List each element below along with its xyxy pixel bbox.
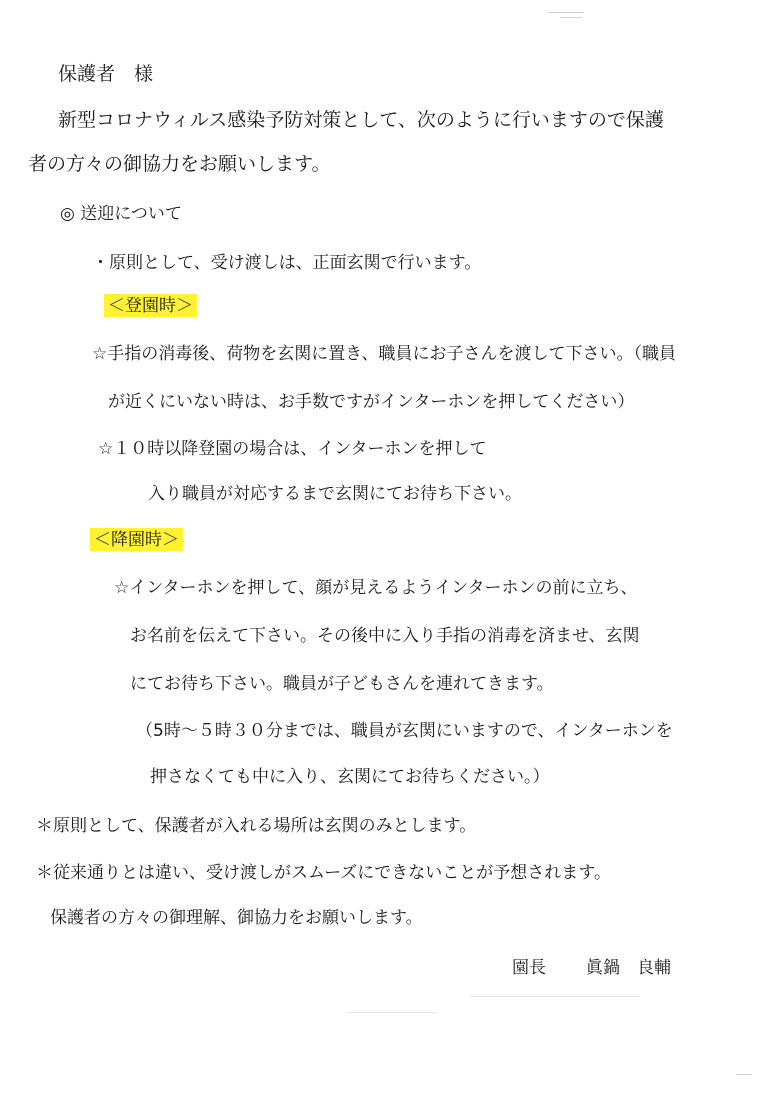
arrival-item1-line1: ☆手指の消毒後、荷物を玄関に置き、職員にお子さんを渡して下さい。（職員 — [92, 344, 677, 364]
arrival-item2-line2: 入り職員が対応するまで玄関にてお待ち下さい。 — [148, 484, 522, 504]
principle-bullet: ・原則として、受け渡しは、正面玄関で行います。 — [92, 253, 482, 273]
notice-2-line1: ＊従来通りとは違い、受け渡しがスムーズにできないことが予想されます。 — [36, 863, 611, 883]
scan-speck — [560, 17, 582, 18]
arrival-item2-line1: ☆１０時以降登園の場合は、インターホンを押して — [98, 439, 487, 459]
departure-note-line2: 押さなくても中に入り、玄関にてお待ちください。） — [150, 767, 550, 787]
departure-label-highlight: ＜降園時＞ — [90, 528, 183, 551]
addressee: 保護者 様 — [58, 63, 154, 85]
departure-item1-line3: にてお待ち下さい。職員が子どもさんを連れてきます。 — [130, 674, 554, 694]
scan-speck — [470, 996, 640, 997]
departure-item1-line1: ☆インターホンを押して、顔が見えるようインターホンの前に立ち、 — [114, 578, 638, 598]
notice-2-line2: 保護者の方々の御理解、御協力をお願いします。 — [50, 908, 423, 928]
departure-label — [90, 528, 183, 552]
section-heading: ◎ 送迎について — [60, 204, 182, 224]
arrival-label — [104, 294, 197, 318]
scan-speck — [736, 1074, 752, 1075]
intro-line-2: 者の方々の御協力をお願いします。 — [28, 153, 331, 175]
signature-name: 眞鍋 良輔 — [586, 958, 671, 978]
arrival-item1-line2: が近くにいない時は、お手数ですがインターホンを押してください） — [108, 392, 635, 412]
notice-1: ＊原則として、保護者が入れる場所は玄関のみとします。 — [36, 816, 477, 836]
intro-line-1: 新型コロナウィルス感染予防対策として、次のように行いますので保護 — [58, 109, 664, 131]
scan-speck — [346, 1012, 436, 1013]
scan-speck — [548, 12, 584, 13]
departure-note-line1: （5時〜５時３０分までは、職員が玄関にいますので、インターホンを — [136, 721, 673, 741]
departure-item1-line2: お名前を伝えて下さい。その後中に入り手指の消毒を済ませ、玄関 — [130, 626, 640, 646]
signature-title: 園長 — [512, 958, 546, 978]
arrival-label-highlight: ＜登園時＞ — [104, 294, 197, 317]
